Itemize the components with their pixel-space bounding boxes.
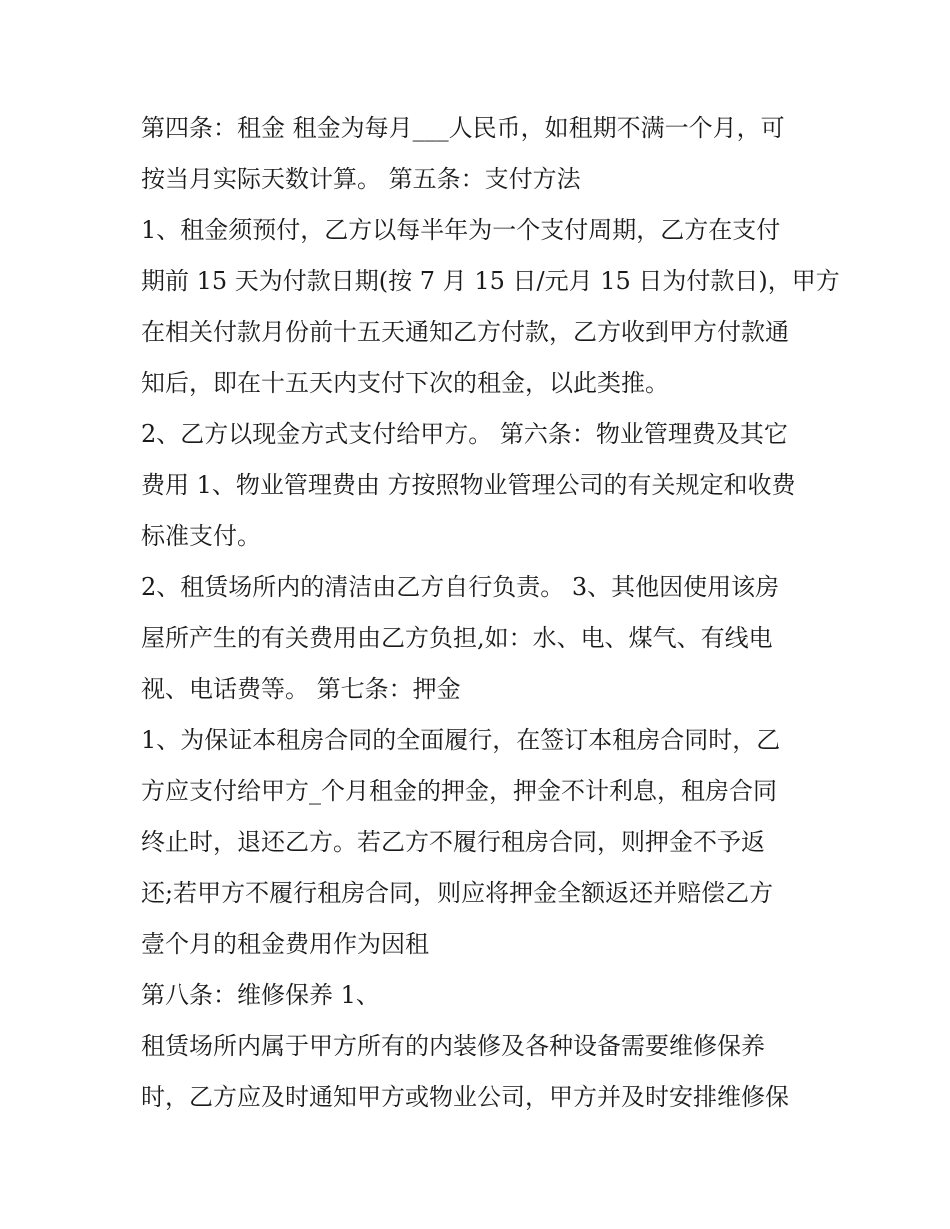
text-line: 2、租赁场所内的清洁由乙方自行负责。 3、其他因使用该房 [141, 573, 780, 601]
text-line: 1、为保证本租房合同的全面履行，在签订本租房合同时，乙 [141, 726, 781, 754]
text-line: 1、租金须预付，乙方以每半年为一个支付周期，乙方在支付 [141, 216, 781, 244]
text-line: 费用 1、物业管理费由 方按照物业管理公司的有关规定和收费 [141, 471, 796, 499]
text-line: 在相关付款月份前十五天通知乙方付款，乙方收到甲方付款通 [141, 318, 789, 346]
text-line: 2、乙方以现金方式支付给甲方。 第六条：物业管理费及其它 [141, 420, 788, 448]
text-line: 期前 15 天为付款日期(按 7 月 15 日/元月 15 日为付款日)，甲方 [141, 267, 840, 295]
text-line: 按当月实际天数计算。 第五条：支付方法 [141, 165, 581, 193]
text-line: 知后，即在十五天内支付下次的租金，以此类推。 [141, 369, 669, 397]
text-line: 壹个月的租金费用作为因租 [141, 930, 429, 958]
text-line: 第八条：维修保养 1、 [141, 981, 380, 1009]
text-line: 方应支付给甲方_个月租金的押金，押金不计利息，租房合同 [141, 777, 777, 805]
text-line: 第四条：租金 租金为每月___人民币，如租期不满一个月，可 [141, 114, 785, 142]
contract-text [141, 103, 840, 1123]
text-line: 租赁场所内属于甲方所有的内装修及各种设备需要维修保养 [141, 1032, 765, 1060]
text-line: 屋所产生的有关费用由乙方负担,如：水、电、煤气、有线电 [141, 624, 773, 652]
text-line: 时，乙方应及时通知甲方或物业公司，甲方并及时安排维修保 [141, 1083, 789, 1111]
text-line: 终止时，退还乙方。若乙方不履行租房合同，则押金不予返 [141, 828, 765, 856]
text-line: 标准支付。 [141, 522, 261, 550]
text-line: 视、电话费等。 第七条：押金 [141, 675, 461, 703]
text-line: 还;若甲方不履行租房合同，则应将押金全额返还并赔偿乙方 [141, 879, 774, 907]
